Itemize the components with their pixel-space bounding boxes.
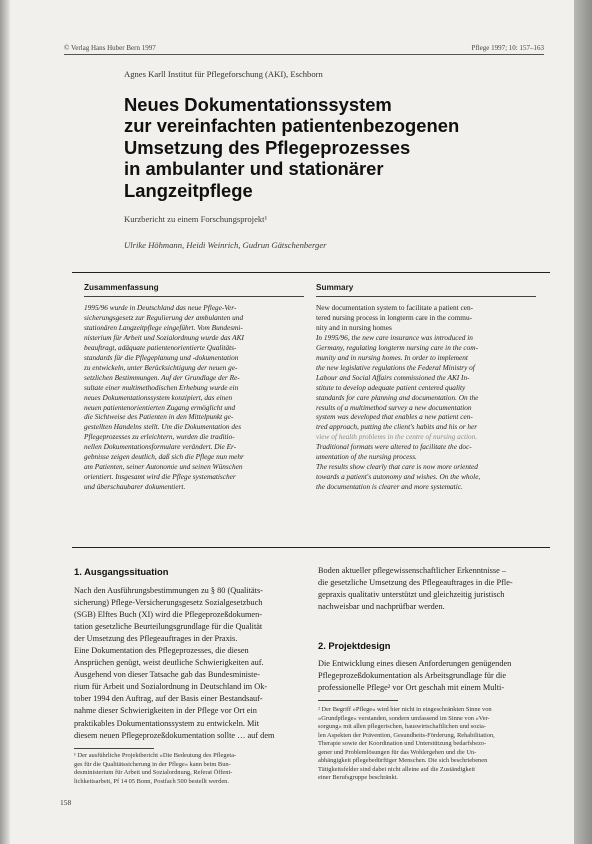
abstract-box	[72, 272, 550, 548]
footnote-rule-right	[318, 700, 398, 701]
footnote-line: desministerium für Arbeit und Sozialordnung, Referat Öffent-	[74, 769, 233, 776]
abstract-line: setzlichen Bestimmungen. Auf der Grundlage der Re-	[84, 372, 240, 382]
section-heading-ausgangssituation: 1. Ausgangssituation	[74, 566, 169, 577]
author-list: Ulrike Höhmann, Heidi Weinrich, Gudrun Gätschenberger	[124, 240, 327, 250]
abstract-line: the new legislative regulations the Federal Ministry of	[316, 362, 475, 372]
abstract-heading-german: Zusammenfassung	[84, 283, 304, 297]
abstract-line: neues Dokumentationssystem konzipiert, das einen	[84, 392, 233, 402]
footnote-line: Tätigkeitsfelder sind dabei nicht alleine auf die Zuständigkeit	[318, 765, 476, 773]
footnote-line: Therapie sowie der Koordination und Unterstützung bedarfsbezo-	[318, 740, 487, 747]
abstract-line: munity and in nursing homes. In order to implement	[316, 352, 468, 362]
footnote-line: len Aspekten der Prävention, Gesundheits-Förderung, Rehabilitation,	[318, 731, 495, 739]
abstract-line: nisterium für Arbeit und Sozialordnung wurde das AKI	[84, 332, 244, 342]
abstract-line: The results show clearly that care is now more oriented	[316, 462, 478, 472]
body-line: professionelle Pflege² vor Ort geschah mit einem Multi-	[318, 683, 505, 693]
abstract-line: 1995/96 wurde in Deutschland das neue Pflege-Ver-	[84, 303, 237, 312]
footnote-line: ² Der Begriff »Pflege« wird hier nicht in eingeschränkten Sinne von	[318, 706, 492, 713]
abstract-line: zu entwickeln, unter Berücksichtigung der neuen ge-	[84, 362, 238, 372]
abstract-line: Pflegeprozesses zu erleichtern, wurden die traditio-	[84, 432, 235, 442]
body-line: Ausgehend von dieser Tatsache gab das Bundesministe-	[74, 670, 260, 680]
abstract-line: results of a multimethod survey a new documentation	[316, 402, 472, 412]
abstract-line: Traditional formats were altered to facilitate the doc-	[316, 442, 472, 452]
title-line: in ambulanter und stationärer	[124, 158, 384, 180]
article-subtitle: Kurzbericht zu einem Forschungsprojekt¹	[124, 214, 268, 224]
abstract-line: view of health problems in the centre of nursing action.	[316, 432, 478, 442]
abstract-line: New documentation system to facilitate a patient cen-	[316, 303, 474, 312]
section-ausgangssituation-text	[74, 585, 314, 742]
abstract-line: orientiert. Insgesamt wird die Pflege systematischer	[84, 472, 236, 482]
abstract-heading-english: Summary	[316, 283, 536, 297]
body-line: Die Entwicklung eines diesen Anforderungen genügenden	[318, 659, 512, 668]
body-line: praktikables Dokumentationssystem zu entwickeln. Mit	[74, 718, 260, 728]
abstract-line: tered nursing process in longterm care in the commu-	[316, 312, 473, 322]
body-line: rium für Arbeit und Sozialordnung in Deutschland im Ok-	[74, 682, 268, 692]
section-projektdesign-text	[318, 658, 558, 694]
body-line: Ansprüchen genügt, weist deutliche Schwierigkeiten auf.	[74, 658, 264, 668]
body-line: sicherung) Pflege-Versicherungsgesetz Sozialgesetzbuch	[74, 598, 263, 608]
body-line: die gesetzliche Umsetzung des Pflegeauftrages in die Pfle-	[318, 578, 513, 588]
article-title	[124, 94, 524, 201]
title-line: Umsetzung des Pflegeprozesses	[124, 136, 411, 158]
abstract-line: nellen Dokumentationsformulare verändert. Die Er-	[84, 442, 237, 452]
abstract-line: die Sichtweise des Patienten in den Mittelpunkt ge-	[84, 412, 234, 422]
body-line: (SGB) Elftes Buch (XI) wird die Pflegeprozeßdokumen-	[74, 610, 263, 620]
footnote-line: ¹ Der ausführliche Projektbericht »Die Bedeutung des Pflegeta-	[74, 752, 237, 759]
footnote-rule-left	[74, 748, 154, 749]
abstract-line: stitute to develop adequate patient centered quality	[316, 382, 466, 392]
abstract-line: In 1995/96, the new care insurance was introduced in	[316, 332, 473, 342]
abstract-line: standards für die Pflegeplanung und -dokumentation	[84, 352, 239, 362]
abstract-line: beauftragt, adäquate patientenorientierte Qualitäts-	[84, 342, 237, 352]
abstract-line: gebnisse zeigen deutlich, daß sich die Pflege nun mehr	[84, 452, 244, 462]
page-number: 158	[60, 798, 72, 807]
facing-page-edge	[574, 0, 592, 844]
footnote-line: sorgung« mit allen pflegerischen, hauswirtschaftlichen und sozia-	[318, 723, 486, 730]
body-line: Pflegeprozeßdokumentation als Arbeitsgrundlage für die	[318, 671, 507, 681]
title-line: Langzeitpflege	[124, 179, 253, 201]
institute-affiliation: Agnes Karll Institut für Pflegeforschung (AKI), Eschborn	[124, 69, 323, 79]
abstract-line: Labour and Social Affairs commissioned the AKI In-	[316, 372, 470, 382]
body-line: diesem neuen Pflegeprozeßdokumentation sollte … auf dem	[74, 730, 275, 740]
running-header-right: Pflege 1997; 10: 157–163	[471, 44, 544, 52]
footnote-line: ges für die Qualitätssicherung in der Pflege« kann beim Bun-	[74, 760, 231, 768]
abstract-english-text	[316, 303, 536, 492]
running-header-left: © Verlag Hans Huber Bern 1997	[64, 44, 156, 52]
abstract-line: und überschaubarer dokumentiert.	[84, 482, 186, 492]
footnote-2	[318, 706, 550, 783]
abstract-line: sicherungsgesetz zur Regulierung der ambulanten und	[84, 312, 244, 322]
body-line: nahme dieser Schwierigkeiten in der Pflege vor Ort ein	[74, 706, 257, 716]
abstract-line: standards for care planning and documentation. On the	[316, 392, 479, 402]
body-line: Eine Dokumentation des Pflegeprozesses, die diesen	[74, 646, 249, 656]
abstract-line: neuen patientenorientierten Zugang ermöglicht und	[84, 402, 236, 412]
abstract-english	[316, 283, 536, 492]
title-line: Neues Dokumentationssystem	[124, 94, 392, 115]
abstract-line: the documentation is clearer and more systematic.	[316, 482, 463, 492]
body-line: Nach den Ausführungsbestimmungen zu § 80 (Qualitäts-	[74, 586, 263, 595]
body-line: tober 1994 den Auftrag, auf der Basis einer Bestandsauf-	[74, 694, 263, 704]
abstract-line: am Patienten, seiner Autonomie und seinen Wünschen	[84, 462, 243, 472]
body-line: Boden aktueller pflegewissenschaftlicher Erkenntnisse –	[318, 566, 507, 575]
footnote-1	[74, 752, 306, 786]
abstract-line: gestellten Handelns stellt. Um die Dokumentation des	[84, 422, 242, 432]
abstract-line: stationären Langzeitpflege eingeführt. Vom Bundesmi-	[84, 322, 243, 332]
footnote-line: gener und Problemlösungen für das Wohlergehen und die Un-	[318, 748, 477, 756]
abstract-line: towards a patient's autonomy and wishes. On the whole,	[316, 472, 481, 482]
page-gutter-shadow	[0, 0, 10, 844]
section-heading-projektdesign: 2. Projektdesign	[318, 640, 391, 651]
footnote-line: einer Berufsgruppe beschränkt.	[318, 774, 399, 781]
body-line: der Umsetzung des Pflegeauftrages in der Praxis.	[74, 634, 238, 644]
title-line: zur vereinfachten patientenbezogenen	[124, 115, 460, 137]
abstract-line: system was developed that enables a new patient cen-	[316, 412, 473, 422]
abstract-line: tred approach, putting the client's habits and his or her	[316, 422, 478, 432]
abstract-line: sultate einer multimethodischen Erhebung wurde ein	[84, 382, 239, 392]
body-line: nachweisbar und nachprüfbar werden.	[318, 602, 445, 612]
abstract-line: nity and in nursing homes	[316, 322, 392, 332]
abstract-german	[84, 283, 304, 492]
footnote-line: lichkeitsarbeit, Pf 14 05 Bonn, Postfach 500 bestellt werden.	[74, 777, 229, 785]
body-line: gepraxis qualitativ unterstützt und gleichzeitig juristisch	[318, 590, 505, 600]
abstract-line: umentation of the nursing process.	[316, 452, 417, 462]
header-rule	[64, 54, 544, 55]
abstract-line: Germany, regulating longterm nursing care in the com-	[316, 342, 478, 352]
footnote-line: »Grundpflege« verstanden, sondern umfassend im Sinne von »Ver-	[318, 714, 490, 722]
footnote-line: abhängigkeit pflegebedürftiger Menschen. Die sich beschriebenen	[318, 757, 488, 764]
section-ausgangssituation-continued	[318, 565, 558, 613]
abstract-german-text	[84, 303, 304, 492]
body-line: tation gesetzliche Beurteilungsgrundlage für die Qualität	[74, 622, 263, 632]
